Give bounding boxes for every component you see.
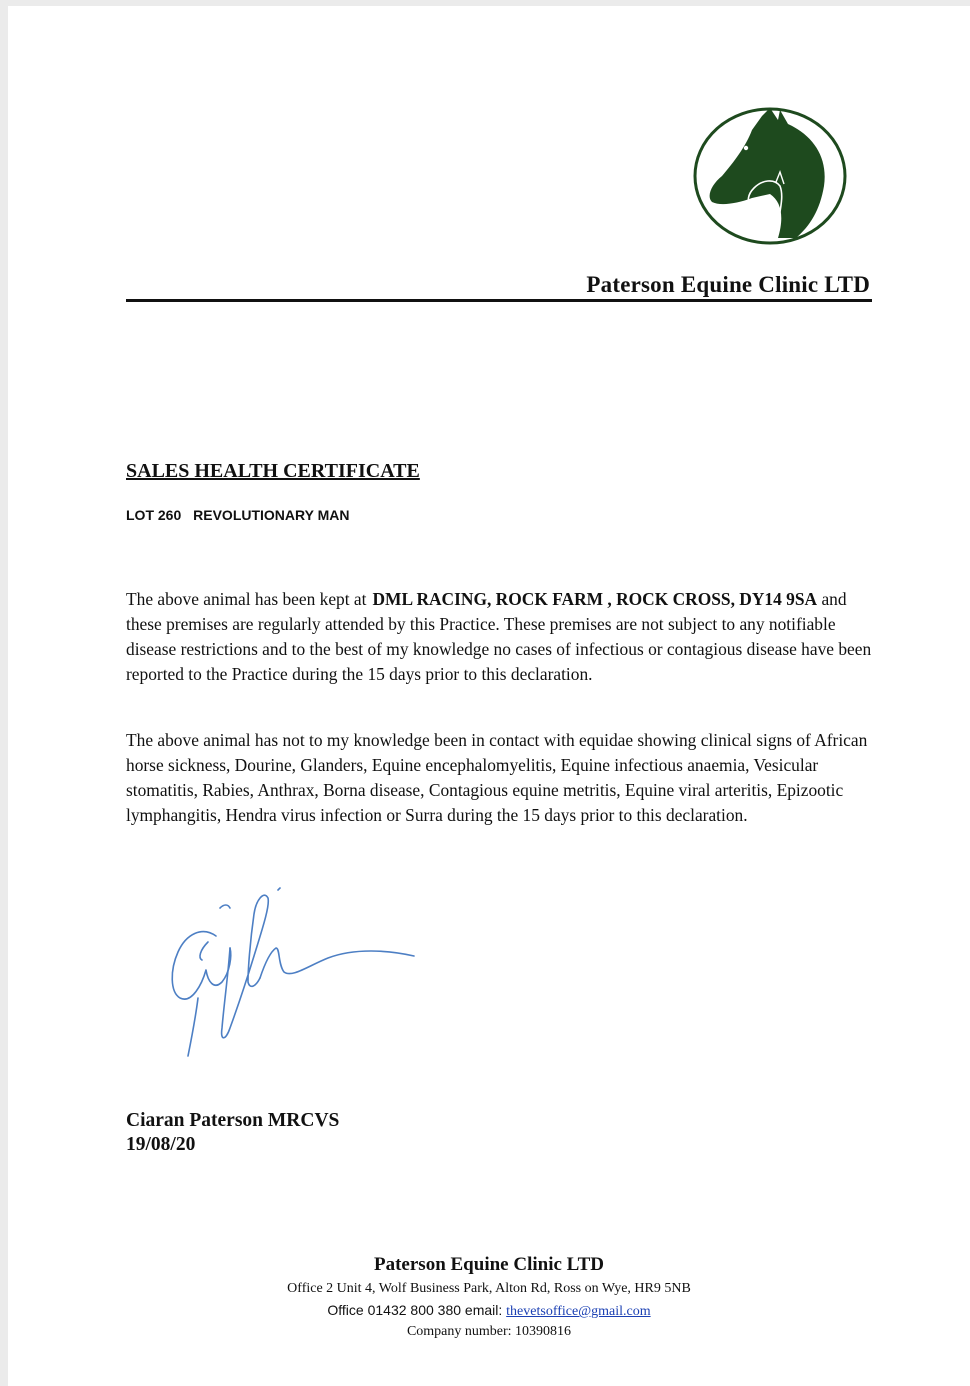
company-number-label: Company number: <box>406 1324 512 1339</box>
email-link[interactable]: thevetsoffice@gmail.com <box>506 1304 651 1319</box>
premises-address: DML RACING, ROCK FARM , ROCK CROSS, DY14 9SA <box>372 589 818 609</box>
horse-name: REVOLUTIONARY MAN <box>193 507 350 523</box>
lot-number: LOT 260 <box>126 507 182 523</box>
signature-icon <box>158 886 428 1066</box>
premises-intro: The above animal has been kept at <box>126 589 367 609</box>
signer-name: Ciaran Paterson MRCVS <box>126 1110 340 1131</box>
premises-statement: and these premises are regularly attended by this Practice. These premises are not subject to any notifiable disease restrictions and to the best of my knowledge no cases of infectious or contagious disease have been reported to the Practice during the 15 days prior to this declaration. <box>126 589 872 684</box>
certificate-title: SALES HEALTH CERTIFICATE <box>126 460 420 482</box>
office-label: Office <box>327 1302 364 1318</box>
premises-paragraph <box>126 587 886 687</box>
header-divider <box>126 299 872 302</box>
horse-head-logo-icon <box>692 106 848 246</box>
signer-block <box>126 1109 339 1157</box>
certificate-page <box>8 6 970 1386</box>
disease-contact-paragraph: The above animal has not to my knowledge been in contact with equidae showing clinical signs of African horse sickness, Dourine, Glanders, Equine encephalomyelitis, Equine infectious anaemia, Vesicular stomatitis, Rabies, Anthrax, Borna disease, Contagious equine metritis, Equine viral arteritis, Epizootic lymphangitis, Hendra virus infection or Surra during the 15 days prior to this declaration. <box>126 730 868 825</box>
footer-contact <box>8 1302 970 1320</box>
office-phone: 01432 800 380 <box>367 1302 462 1318</box>
footer-address: Office 2 Unit 4, Wolf Business Park, Alton Rd, Ross on Wye, HR9 5NB <box>287 1281 691 1296</box>
signed-date: 19/08/20 <box>126 1134 196 1155</box>
footer-clinic-name: Paterson Equine Clinic LTD <box>374 1254 604 1275</box>
company-number: 10390816 <box>515 1324 572 1339</box>
lot-line <box>126 507 349 523</box>
email-label: email: <box>464 1302 503 1318</box>
footer-company-number <box>8 1324 970 1340</box>
header-clinic-name: Paterson Equine Clinic LTD <box>586 272 870 297</box>
